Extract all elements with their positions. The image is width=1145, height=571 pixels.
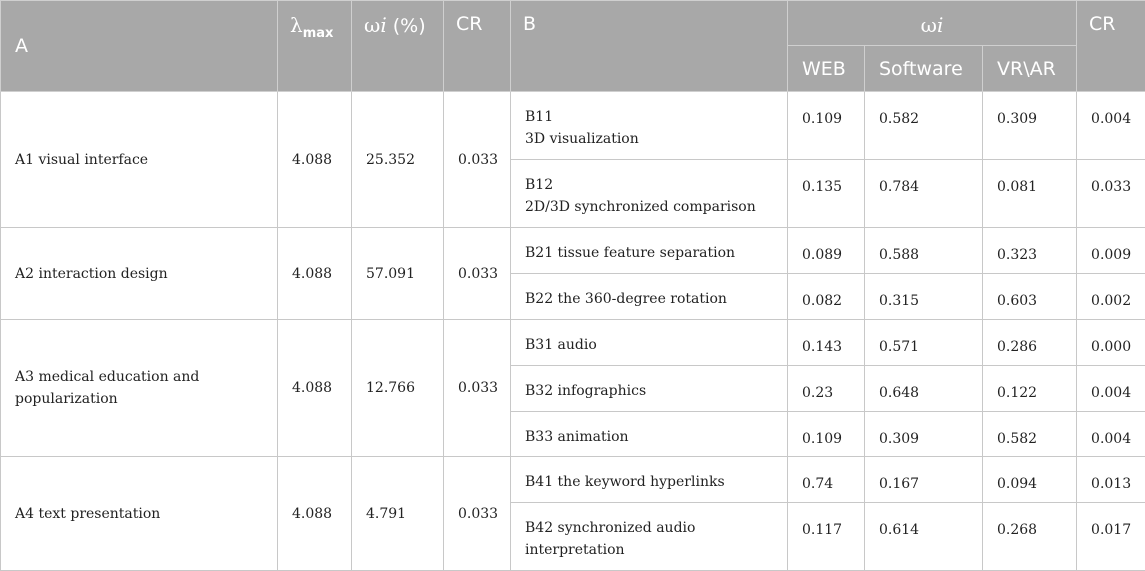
criterion-A1: A1 visual interface — [1, 92, 278, 228]
subcriterion-B22: B22 the 360-degree rotation — [511, 274, 788, 320]
vrar-cell: 0.268 — [983, 503, 1077, 571]
web-cell: 0.74 — [788, 457, 865, 503]
lambda-value: 4.088 — [278, 228, 352, 320]
header-omega-percent: ωi (%) — [352, 1, 444, 92]
cr-cell: 0.009 — [1077, 228, 1145, 274]
lambda-value: 4.088 — [278, 320, 352, 457]
cr-value: 0.033 — [444, 457, 511, 571]
web-cell: 0.135 — [788, 160, 865, 228]
header-CR-2: CR — [1077, 1, 1145, 92]
header-CR: CR — [444, 1, 511, 92]
header-A: A — [1, 1, 278, 92]
header-B: B — [511, 1, 788, 92]
table-row — [1, 92, 1145, 160]
software-cell: 0.167 — [865, 457, 983, 503]
software-cell: 0.309 — [865, 412, 983, 457]
subcriterion-B21: B21 tissue feature separation — [511, 228, 788, 274]
cr-cell: 0.033 — [1077, 160, 1145, 228]
web-cell: 0.109 — [788, 92, 865, 160]
cr-value: 0.033 — [444, 320, 511, 457]
software-cell: 0.784 — [865, 160, 983, 228]
subcriterion-B42: B42 synchronized audio interpretation — [511, 503, 788, 571]
vrar-cell: 0.603 — [983, 274, 1077, 320]
header-software: Software — [865, 46, 983, 92]
vrar-cell: 0.309 — [983, 92, 1077, 160]
omega-value: 12.766 — [352, 320, 444, 457]
table-row — [1, 457, 1145, 503]
table-row — [1, 320, 1145, 366]
header-web: WEB — [788, 46, 865, 92]
subcriterion-B12: B12 2D/3D synchronized comparison — [511, 160, 788, 228]
table-row — [1, 228, 1145, 274]
web-cell: 0.23 — [788, 366, 865, 412]
criterion-A2: A2 interaction design — [1, 228, 278, 320]
subcriterion-B32: B32 infographics — [511, 366, 788, 412]
subcriterion-B33: B33 animation — [511, 412, 788, 457]
web-cell: 0.089 — [788, 228, 865, 274]
software-cell: 0.571 — [865, 320, 983, 366]
cr-cell: 0.002 — [1077, 274, 1145, 320]
vrar-cell: 0.122 — [983, 366, 1077, 412]
vrar-cell: 0.323 — [983, 228, 1077, 274]
cr-value: 0.033 — [444, 92, 511, 228]
vrar-cell: 0.286 — [983, 320, 1077, 366]
web-cell: 0.109 — [788, 412, 865, 457]
lambda-value: 4.088 — [278, 92, 352, 228]
software-cell: 0.588 — [865, 228, 983, 274]
subcriterion-B31: B31 audio — [511, 320, 788, 366]
vrar-cell: 0.582 — [983, 412, 1077, 457]
cr-cell: 0.004 — [1077, 366, 1145, 412]
cr-cell: 0.004 — [1077, 92, 1145, 160]
omega-value: 4.791 — [352, 457, 444, 571]
header-vrar: VR\AR — [983, 46, 1077, 92]
vrar-cell: 0.081 — [983, 160, 1077, 228]
web-cell: 0.143 — [788, 320, 865, 366]
omega-value: 25.352 — [352, 92, 444, 228]
software-cell: 0.582 — [865, 92, 983, 160]
subcriterion-B41: B41 the keyword hyperlinks — [511, 457, 788, 503]
web-cell: 0.117 — [788, 503, 865, 571]
subcriterion-B11: B11 3D visualization — [511, 92, 788, 160]
header-lambda-max: $\lambda_{max}$ — [278, 1, 352, 92]
criterion-A4: A4 text presentation — [1, 457, 278, 571]
software-cell: 0.648 — [865, 366, 983, 412]
cr-cell: 0.013 — [1077, 457, 1145, 503]
software-cell: 0.315 — [865, 274, 983, 320]
cr-cell: 0.004 — [1077, 412, 1145, 457]
lambda-value: 4.088 — [278, 457, 352, 571]
criterion-A3: A3 medical education and popularization — [1, 320, 278, 457]
software-cell: 0.614 — [865, 503, 983, 571]
cr-cell: 0.000 — [1077, 320, 1145, 366]
cr-cell: 0.017 — [1077, 503, 1145, 571]
cr-value: 0.033 — [444, 228, 511, 320]
web-cell: 0.082 — [788, 274, 865, 320]
header-omega-group: ωi — [788, 1, 1077, 46]
vrar-cell: 0.094 — [983, 457, 1077, 503]
omega-value: 57.091 — [352, 228, 444, 320]
